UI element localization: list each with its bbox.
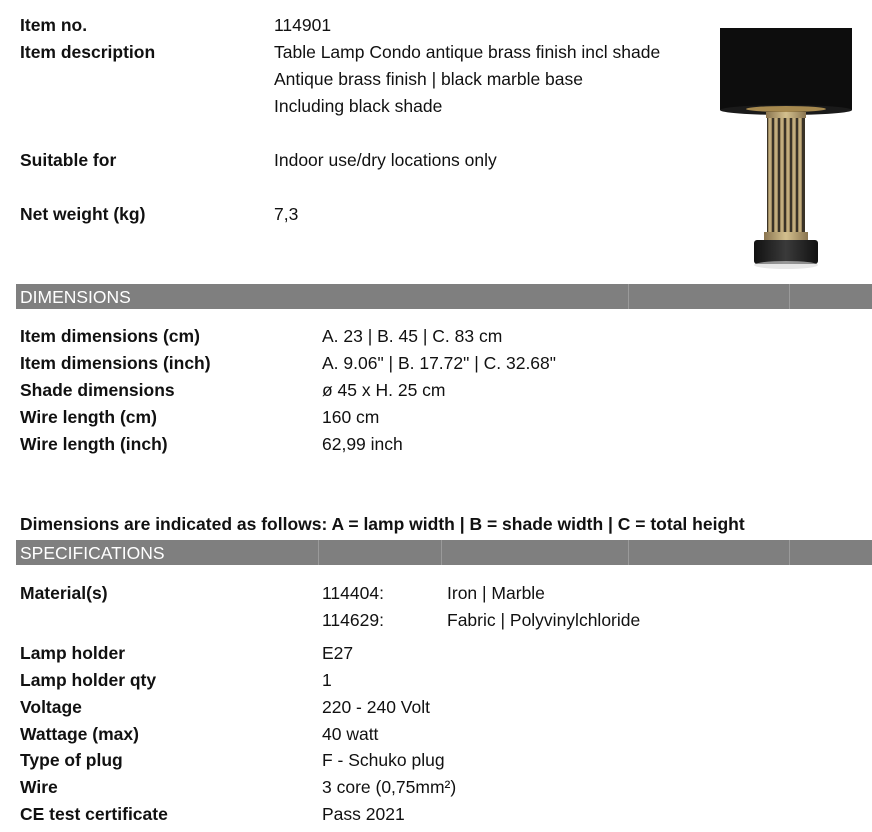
grid-divider	[789, 284, 790, 309]
product-lamp-image	[712, 18, 860, 274]
lamp-shade	[720, 28, 852, 110]
materials-label: Material(s)	[20, 583, 108, 603]
spec-value: 220 - 240 Volt	[322, 697, 430, 717]
suitable-for-value: Indoor use/dry locations only	[274, 150, 497, 170]
material-code: 114404:	[322, 583, 384, 603]
spec-value: Pass 2021	[322, 804, 405, 824]
item-description-line: Including black shade	[274, 96, 443, 116]
spec-label: Type of plug	[20, 750, 123, 770]
dimension-value: 160 cm	[322, 407, 380, 427]
spec-label: Wire	[20, 777, 58, 797]
dimension-label: Item dimensions (inch)	[20, 353, 211, 373]
spec-label: Lamp holder qty	[20, 670, 157, 690]
material-code: 114629:	[322, 610, 384, 630]
dimension-value: A. 9.06" | B. 17.72" | C. 32.68"	[322, 353, 556, 373]
specifications-section-title: SPECIFICATIONS	[20, 543, 165, 563]
suitable-for-label: Suitable for	[20, 150, 117, 170]
spec-label: Wattage (max)	[20, 724, 139, 744]
grid-divider	[628, 284, 629, 309]
item-description-line: Antique brass finish | black marble base	[274, 69, 584, 89]
net-weight-value: 7,3	[274, 204, 299, 224]
dimension-value: A. 23 | B. 45 | C. 83 cm	[322, 326, 503, 346]
grid-divider	[628, 540, 629, 565]
material-value: Iron | Marble	[447, 583, 545, 603]
dimension-label: Wire length (inch)	[20, 434, 168, 454]
spec-value: 3 core (0,75mm²)	[322, 777, 457, 797]
specifications-section-header	[16, 540, 872, 565]
grid-divider	[318, 540, 319, 565]
spec-value: 40 watt	[322, 724, 379, 744]
dimensions-section-header	[16, 284, 872, 309]
item-no-label: Item no.	[20, 15, 88, 35]
item-no-value: 114901	[274, 15, 332, 35]
item-description-line: Table Lamp Condo antique brass finish incl shade	[274, 42, 661, 62]
lamp-marble-base	[754, 240, 818, 264]
spec-value: F - Schuko plug	[322, 750, 445, 770]
material-value: Fabric | Polyvinylchloride	[447, 610, 641, 630]
dimensions-section-title: DIMENSIONS	[20, 287, 131, 307]
net-weight-label: Net weight (kg)	[20, 204, 146, 224]
dimension-label: Item dimensions (cm)	[20, 326, 200, 346]
grid-divider	[441, 540, 442, 565]
dimension-value: ø 45 x H. 25 cm	[322, 380, 446, 400]
spec-value: E27	[322, 643, 354, 663]
lamp-brass-column	[767, 118, 805, 234]
dimension-label: Shade dimensions	[20, 380, 175, 400]
dimension-label: Wire length (cm)	[20, 407, 157, 427]
dimensions-note: Dimensions are indicated as follows: A = lamp width | B = shade width | C = total height	[20, 514, 745, 534]
item-description-label: Item description	[20, 42, 156, 62]
spec-label: Voltage	[20, 697, 82, 717]
spec-value: 1	[322, 670, 332, 690]
spec-label: CE test certificate	[20, 804, 168, 824]
grid-divider	[789, 540, 790, 565]
dimension-value: 62,99 inch	[322, 434, 403, 454]
spec-label: Lamp holder	[20, 643, 126, 663]
